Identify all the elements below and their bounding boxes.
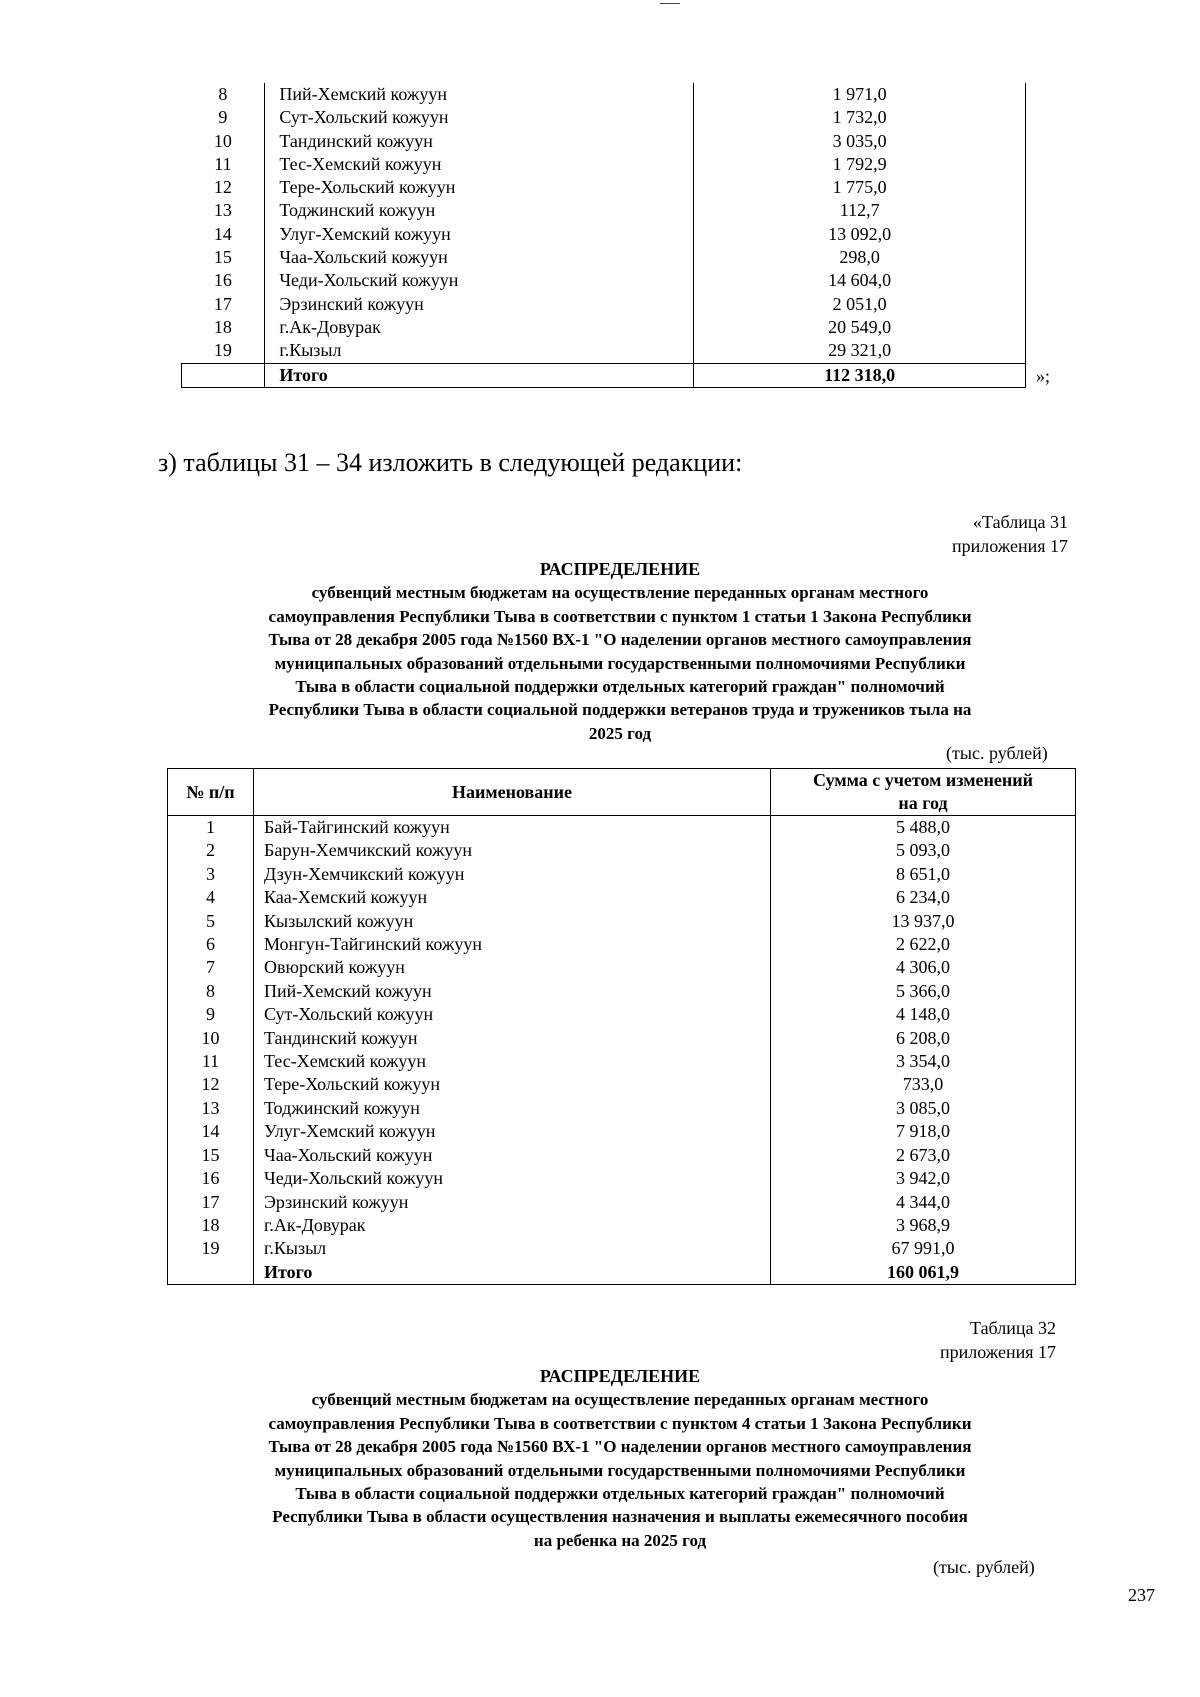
row-number: 18 (182, 316, 265, 339)
table31-body (168, 816, 1076, 1261)
row-name: Бай-Тайгинский кожуун (254, 816, 771, 840)
scan-mark (660, 3, 680, 4)
page-number: 237 (1128, 1585, 1155, 1605)
row-name: Тере-Хольский кожуун (265, 176, 694, 199)
row-number: 10 (168, 1027, 254, 1050)
row-value: 2 622,0 (896, 934, 950, 955)
table-row (168, 1097, 1076, 1120)
table-row (182, 269, 1026, 292)
table31-header-row (168, 769, 1076, 816)
row-value: 4 306,0 (896, 957, 950, 978)
row-value: 3 942,0 (896, 1168, 950, 1189)
row-name: Овюрский кожуун (254, 956, 771, 979)
table-row (168, 1050, 1076, 1073)
table31-heading-line: Тыва от 28 декабря 2005 года №1560 ВХ-1 "О наделении органов местного самоуправления (268, 630, 972, 650)
row-number: 9 (168, 1003, 254, 1026)
row-name: Монгун-Тайгинский кожуун (254, 933, 771, 956)
row-number: 11 (182, 153, 265, 176)
table31-ref-line1: «Таблица 31 (973, 512, 1068, 532)
row-name: Каа-Хемский кожуун (254, 886, 771, 909)
row-number: 1 (168, 816, 254, 840)
row-number: 9 (182, 106, 265, 129)
row-value: 5 366,0 (896, 980, 950, 1001)
table-row (168, 1214, 1076, 1237)
row-value: 7 918,0 (896, 1121, 950, 1142)
table32-reference (860, 1316, 1056, 1364)
row-value: 298,0 (694, 246, 1026, 269)
total-value: 160 061,9 (887, 1261, 959, 1282)
row-value: 4 344,0 (896, 1191, 950, 1212)
row-name: Эрзинский кожуун (254, 1191, 771, 1214)
table32-heading-line: муниципальных образований отдельными государственными полномочиями Республики (274, 1460, 966, 1480)
table31-reference (860, 510, 1068, 558)
col-sum-header (771, 769, 1076, 816)
row-name: Тоджинский кожуун (254, 1097, 771, 1120)
total-label: Итого (254, 1261, 771, 1285)
table-row (182, 246, 1026, 269)
row-value: 3 968,9 (896, 1214, 950, 1235)
row-name: Чаа-Хольский кожуун (254, 1144, 771, 1167)
row-number: 6 (168, 933, 254, 956)
row-number: 19 (182, 339, 265, 363)
row-name: Сут-Хольский кожуун (265, 106, 694, 129)
row-number: 8 (182, 83, 265, 106)
table-row (182, 223, 1026, 246)
row-name: Тандинский кожуун (265, 130, 694, 153)
row-value: 20 549,0 (694, 316, 1026, 339)
row-name: Тандинский кожуун (254, 1027, 771, 1050)
table31-heading-line: Тыва в области социальной поддержки отдельных категорий граждан" полномочий (295, 677, 945, 697)
clause-text: з) таблицы 31 – 34 изложить в следующей редакции: (158, 448, 743, 477)
row-value: 6 234,0 (896, 887, 950, 908)
row-name: Сут-Хольский кожуун (254, 1003, 771, 1026)
row-number: 10 (182, 130, 265, 153)
table-continuation-total-row (182, 363, 1026, 387)
total-num-cell (182, 363, 265, 387)
table-row (168, 886, 1076, 909)
total-value: 112 318,0 (694, 363, 1026, 387)
total-num-cell (168, 1261, 254, 1285)
row-value: 13 937,0 (891, 910, 955, 931)
table31 (167, 768, 1076, 1285)
row-value: 3 354,0 (896, 1051, 950, 1072)
table32-heading-line: самоуправления Республики Тыва в соответствии с пунктом 4 статьи 1 Закона Республики (268, 1413, 972, 1433)
row-name: Тоджинский кожуун (265, 199, 694, 222)
col-sum-header-line2: на год (898, 793, 948, 813)
table31-heading-line: самоуправления Республики Тыва в соответствии с пунктом 1 статьи 1 Закона Республики (268, 606, 972, 626)
table31-heading-line: 2025 год (588, 723, 652, 743)
table31-heading (170, 558, 1070, 745)
row-number: 11 (168, 1050, 254, 1073)
row-name: Чеди-Хольский кожуун (265, 269, 694, 292)
row-value: 1 792,9 (694, 153, 1026, 176)
table32-heading-line: Тыва в области социальной поддержки отдельных категорий граждан" полномочий (295, 1484, 945, 1504)
table31-heading-line: Республики Тыва в области социальной поддержки ветеранов труда и тружеников тыла на (268, 700, 972, 720)
row-number: 12 (168, 1073, 254, 1096)
table-row (182, 153, 1026, 176)
table-row (168, 1003, 1076, 1026)
table-row (168, 1027, 1076, 1050)
row-name: Кызылский кожуун (254, 910, 771, 933)
row-number: 14 (182, 223, 265, 246)
table-row (168, 1073, 1076, 1096)
table-row (168, 863, 1076, 886)
row-value: 2 051,0 (694, 293, 1026, 316)
row-number: 16 (182, 269, 265, 292)
table-row (168, 910, 1076, 933)
row-value: 2 673,0 (896, 1144, 950, 1165)
row-number: 15 (182, 246, 265, 269)
row-name: Чеди-Хольский кожуун (254, 1167, 771, 1190)
row-value: 1 971,0 (694, 83, 1026, 106)
table32-heading-title: РАСПРЕДЕЛЕНИЕ (539, 1366, 701, 1386)
row-name: г.Кызыл (254, 1237, 771, 1260)
table32-units: (тыс. рублей) (933, 1557, 1035, 1577)
row-value: 5 488,0 (896, 817, 950, 837)
table-continuation (181, 83, 1026, 388)
table-row (182, 106, 1026, 129)
table-row (168, 1144, 1076, 1167)
row-name: Чаа-Хольский кожуун (265, 246, 694, 269)
row-value: 112,7 (694, 199, 1026, 222)
table-row (168, 839, 1076, 862)
row-number: 7 (168, 956, 254, 979)
row-number: 14 (168, 1120, 254, 1143)
row-value: 6 208,0 (896, 1027, 950, 1048)
closing-mark: »; (1036, 366, 1051, 386)
table-continuation-body (182, 83, 1026, 363)
row-value: 733,0 (902, 1074, 944, 1095)
row-number: 15 (168, 1144, 254, 1167)
row-value: 14 604,0 (694, 269, 1026, 292)
table32-ref-line2: приложения 17 (939, 1342, 1056, 1362)
row-value: 29 321,0 (694, 339, 1026, 363)
row-value: 13 092,0 (694, 223, 1026, 246)
row-number: 8 (168, 980, 254, 1003)
table-row (168, 1191, 1076, 1214)
row-number: 12 (182, 176, 265, 199)
row-name: Эрзинский кожуун (265, 293, 694, 316)
row-value: 3 085,0 (896, 1097, 950, 1118)
row-name: Пий-Хемский кожуун (254, 980, 771, 1003)
row-name: Тес-Хемский кожуун (265, 153, 694, 176)
table-row (168, 980, 1076, 1003)
table-row (182, 130, 1026, 153)
table-row (168, 956, 1076, 979)
table-row (182, 199, 1026, 222)
table32-heading-line: Тыва от 28 декабря 2005 года №1560 ВХ-1 "О наделении органов местного самоуправления (268, 1437, 972, 1457)
row-number: 19 (168, 1237, 254, 1260)
row-name: Барун-Хемчикский кожуун (254, 839, 771, 862)
row-name: Пий-Хемский кожуун (265, 83, 694, 106)
table32-heading-line: на ребенка на 2025 год (533, 1530, 707, 1550)
table-row (182, 176, 1026, 199)
row-number: 13 (182, 199, 265, 222)
row-value: 5 093,0 (896, 840, 950, 861)
table31-heading-title: РАСПРЕДЕЛЕНИЕ (539, 559, 701, 579)
row-name: Тес-Хемский кожуун (254, 1050, 771, 1073)
col-name-header: Наименование (254, 769, 771, 816)
row-name: г.Ак-Довурак (254, 1214, 771, 1237)
row-number: 16 (168, 1167, 254, 1190)
row-number: 17 (182, 293, 265, 316)
table-row (168, 933, 1076, 956)
table-row (168, 1237, 1076, 1260)
row-number: 5 (168, 910, 254, 933)
table31-heading-line: субвенций местным бюджетам на осуществление переданных органам местного (311, 583, 929, 603)
row-number: 17 (168, 1191, 254, 1214)
row-name: Улуг-Хемский кожуун (254, 1120, 771, 1143)
row-name: Тере-Хольский кожуун (254, 1073, 771, 1096)
col-num-header: № п/п (168, 769, 254, 816)
row-name: Дзун-Хемчикский кожуун (254, 863, 771, 886)
table31-ref-line2: приложения 17 (951, 536, 1068, 556)
row-value: 4 148,0 (896, 1004, 950, 1025)
table-row (182, 293, 1026, 316)
col-sum-header-line1: Сумма с учетом изменений (813, 770, 1033, 790)
table-row (168, 1167, 1076, 1190)
row-name: г.Ак-Довурак (265, 316, 694, 339)
table31-heading-line: муниципальных образований отдельными государственными полномочиями Республики (274, 653, 966, 673)
row-name: г.Кызыл (265, 339, 694, 363)
table32-heading-line: субвенций местным бюджетам на осуществление переданных органам местного (311, 1390, 929, 1410)
table32-heading-line: Республики Тыва в области осуществления назначения и выплаты ежемесячного пособия (272, 1507, 968, 1527)
row-number: 13 (168, 1097, 254, 1120)
table-row (182, 339, 1026, 363)
row-number: 4 (168, 886, 254, 909)
table-row (182, 316, 1026, 339)
table32-heading (170, 1365, 1070, 1552)
row-value: 1 775,0 (694, 176, 1026, 199)
table31-units: (тыс. рублей) (946, 743, 1048, 763)
table31-total-row (168, 1261, 1076, 1285)
row-number: 18 (168, 1214, 254, 1237)
total-label: Итого (265, 363, 694, 387)
table-row (168, 1120, 1076, 1143)
row-name: Улуг-Хемский кожуун (265, 223, 694, 246)
row-value: 1 732,0 (694, 106, 1026, 129)
table32-ref-line1: Таблица 32 (970, 1318, 1056, 1338)
row-value: 67 991,0 (891, 1238, 955, 1259)
table-row (168, 816, 1076, 840)
row-value: 3 035,0 (694, 130, 1026, 153)
row-value: 8 651,0 (896, 863, 950, 884)
table-row (182, 83, 1026, 106)
row-number: 2 (168, 839, 254, 862)
row-number: 3 (168, 863, 254, 886)
